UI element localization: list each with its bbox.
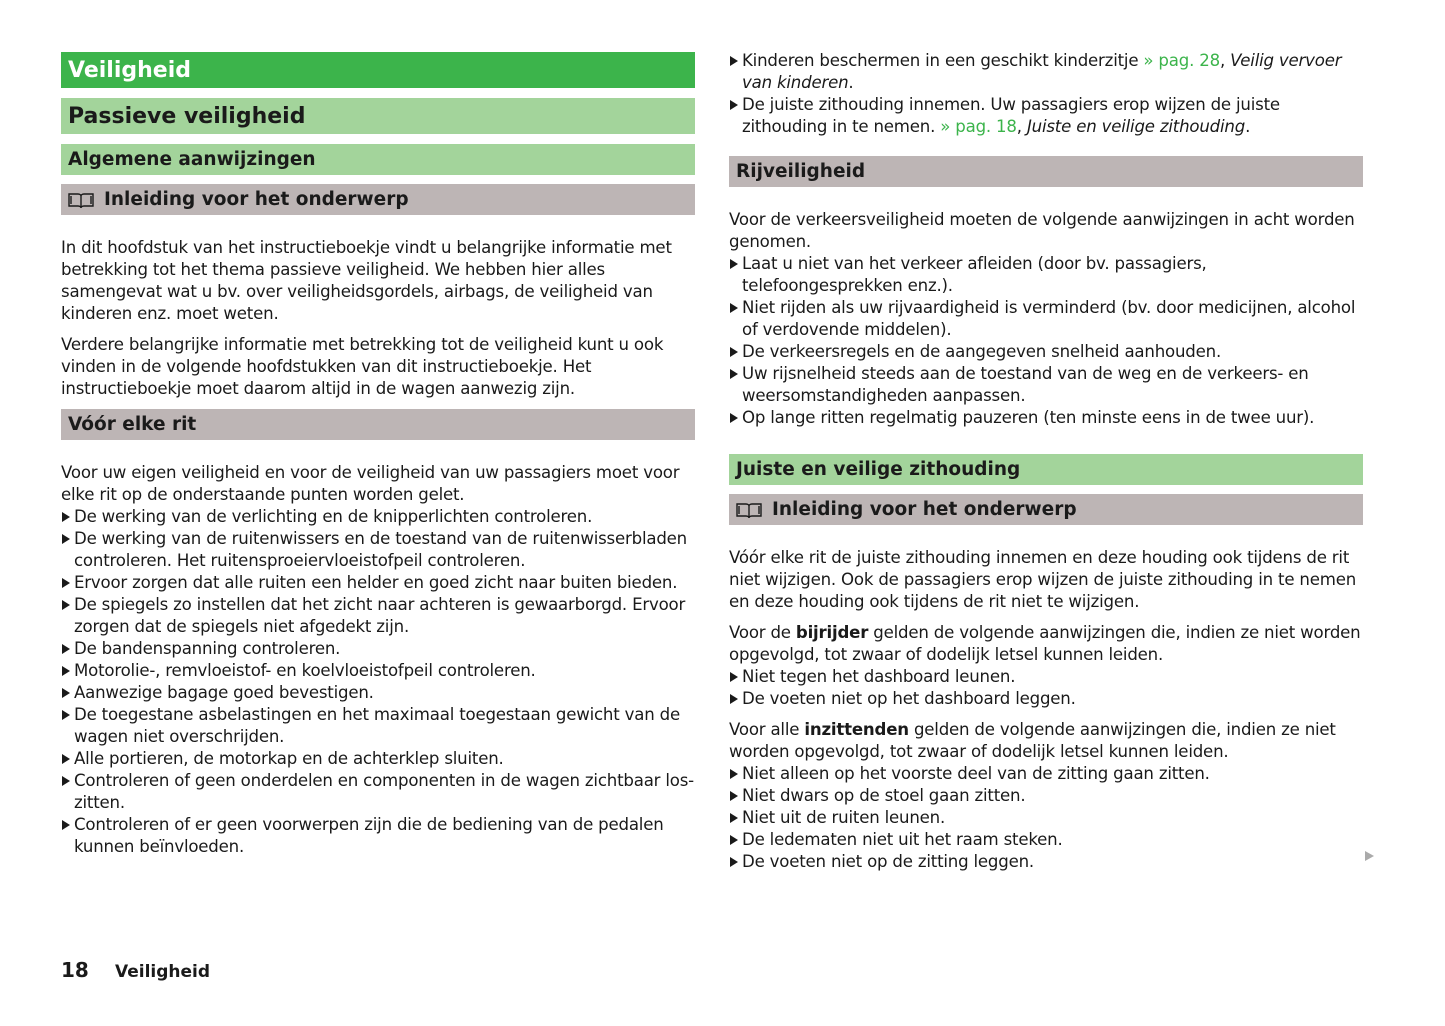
text-segment: , [1016,117,1027,136]
page-link[interactable]: » pag. 18 [940,117,1017,136]
text-segment: Controleren of er geen voorwerpen zijn die de bediening van de pedalen kunnen beïnvloeden. [74,815,664,856]
list-item [729,297,1363,341]
bullet-list [729,253,1363,429]
text-segment: Voor de verkeersveiligheid moeten de volgende aanwijzingen in acht worden genomen. [729,210,1355,251]
paragraph [61,237,695,325]
bullet-list [61,506,695,858]
text-segment: Kinderen beschermen in een geschikt kinderzitje [742,51,1144,70]
text-segment: Voor de [729,623,796,642]
text-segment: Motorolie-, remvloeistof- en koelvloeistofpeil controleren. [74,661,536,680]
text-segment: . [1245,117,1251,136]
section-heading [729,494,1363,525]
text-segment: Vóór elke rit de juiste zithouding innemen en deze houding ook tijdens de rit niet wijzigen. Ook de passagiers erop wijzen de juiste zithouding in te nemen en deze houding ook tijdens de rit niet te wijzigen. [729,548,1357,611]
list-item [61,704,695,748]
list-item [729,688,1363,710]
text-segment: Alle portieren, de motorkap en de achterklep sluiten. [74,749,504,768]
list-item [729,763,1363,785]
heading-text: Passieve veiligheid [68,103,306,129]
heading-text: Juiste en veilige zithouding [736,459,1021,480]
list-item [729,50,1363,94]
list-item [729,341,1363,363]
section-heading [61,144,695,175]
text-segment: inzittenden [804,720,909,739]
heading-text: Rijveiligheid [736,161,866,182]
text-segment: De verkeersregels en de aangegeven snelheid aanhouden. [742,342,1222,361]
text-segment: Verdere belangrijke informatie met betrekking tot de veiligheid kunt u ook vinden in de volgende hoofdstukken van dit instructieboekje. Het instructieboekje moet daarom altijd in de wagen aanwezig zijn. [61,335,664,398]
section-heading [729,454,1363,485]
text-segment: gelden de volgende aanwijzingen die, indien ze niet worden opgevolgd, tot zwaar of dodelijk letsel kunnen leiden. [729,720,1336,761]
text-segment: Op lange ritten regelmatig pauzeren (ten minste eens in de twee uur). [742,408,1315,427]
text-segment: Laat u niet van het verkeer afleiden (door bv. passagiers, telefoongesprekken enz.). [742,254,1207,295]
list-item [61,770,695,814]
bullet-list [729,666,1363,710]
list-item [61,528,695,572]
list-item [61,748,695,770]
text-segment: Niet uit de ruiten leunen. [742,808,946,827]
section-heading [61,98,695,134]
text-segment: De werking van de verlichting en de knipperlichten controleren. [74,507,593,526]
text-segment: Juiste en veilige zithouding [1026,117,1246,136]
text-segment: Niet alleen op het voorste deel van de zitting gaan zitten. [742,764,1210,783]
paragraph [729,622,1363,666]
text-segment: . [848,73,854,92]
list-item [729,785,1363,807]
text-segment: gelden de volgende aanwijzingen die, indien ze niet worden opgevolgd, tot zwaar of dodelijk letsel kunnen leiden. [729,623,1361,664]
text-segment: Ervoor zorgen dat alle ruiten een helder en goed zicht naar buiten bieden. [74,573,678,592]
text-segment: De spiegels zo instellen dat het zicht naar achteren is gewaarborgd. Ervoor zorgen dat de spiegels niet afgedekt zijn. [74,595,686,636]
page-footer [61,958,210,982]
heading-text: Vóór elke rit [68,414,197,435]
text-segment: , [1219,51,1231,70]
right-column [729,50,1363,882]
list-item [729,94,1363,138]
footer-section-title: Veiligheid [115,962,211,982]
continue-arrow-icon [1365,851,1374,861]
text-segment: Niet tegen het dashboard leunen. [742,667,1016,686]
text-segment: Voor uw eigen veiligheid en voor de veiligheid van uw passagiers moet voor elke rit op de onderstaande punten worden gelet. [61,463,680,504]
list-item [729,807,1363,829]
list-item [61,660,695,682]
page-number: 18 [61,958,89,982]
heading-text: Inleiding voor het onderwerp [772,499,1077,520]
list-item [729,829,1363,851]
list-item [729,666,1363,688]
bullet-list [729,50,1363,138]
section-heading [61,52,695,88]
text-segment: bijrijder [795,623,869,642]
text-segment: Voor alle [729,720,805,739]
paragraph [61,334,695,400]
text-segment: De voeten niet op de zitting leggen. [742,852,1034,871]
text-segment: Aanwezige bagage goed bevestigen. [74,683,374,702]
heading-text: Algemene aanwijzingen [68,149,316,170]
text-segment: De toegestane asbelastingen en het maximaal toegestaan gewicht van de wagen niet overschrijden. [74,705,680,746]
list-item [61,682,695,704]
heading-text: Veiligheid [68,57,191,83]
bullet-list [729,763,1363,873]
list-item [729,363,1363,407]
book-icon [736,502,762,518]
text-segment: De werking van de ruitenwissers en de toestand van de ruitenwisserbladen controleren. Het ruitensproeiervloeistofpeil controleren. [74,529,687,570]
left-column [61,52,695,867]
text-segment: Controleren of geen onderdelen en componenten in de wagen zichtbaar loszitten. [74,771,695,812]
list-item [61,594,695,638]
text-segment: Veilig vervoer van kinderen [742,51,1342,92]
heading-text: Inleiding voor het onderwerp [104,189,409,210]
text-segment: In dit hoofdstuk van het instructieboekje vindt u belangrijke informatie met betrekking tot het thema passieve veiligheid. We hebben hier alles samengevat wat u bv. over veiligheidsgordels, airbags, de veiligheid van kinderen enz. moet weten. [61,238,672,323]
list-item [729,253,1363,297]
section-heading [729,156,1363,187]
paragraph [61,462,695,506]
section-heading [61,184,695,215]
paragraph [729,209,1363,253]
list-item [61,638,695,660]
list-item [729,407,1363,429]
text-segment: De juiste zithouding innemen. Uw passagiers erop wijzen de juiste zithouding in te nemen. [742,95,1280,136]
text-segment: De bandenspanning controleren. [74,639,341,658]
text-segment: Niet dwars op de stoel gaan zitten. [742,786,1026,805]
list-item [61,506,695,528]
list-item [61,814,695,858]
text-segment: De ledematen niet uit het raam steken. [742,830,1063,849]
list-item [729,851,1363,873]
page-link[interactable]: » pag. 28 [1143,51,1220,70]
paragraph [729,719,1363,763]
text-segment: De voeten niet op het dashboard leggen. [742,689,1076,708]
text-segment: Niet rijden als uw rijvaardigheid is verminderd (bv. door medicijnen, alcohol of verdovende middelen). [742,298,1356,339]
section-heading [61,409,695,440]
paragraph [729,547,1363,613]
book-icon [68,192,94,208]
list-item [61,572,695,594]
text-segment: Uw rijsnelheid steeds aan de toestand van de weg en de verkeers- en weersomstandigheden aanpassen. [742,364,1309,405]
